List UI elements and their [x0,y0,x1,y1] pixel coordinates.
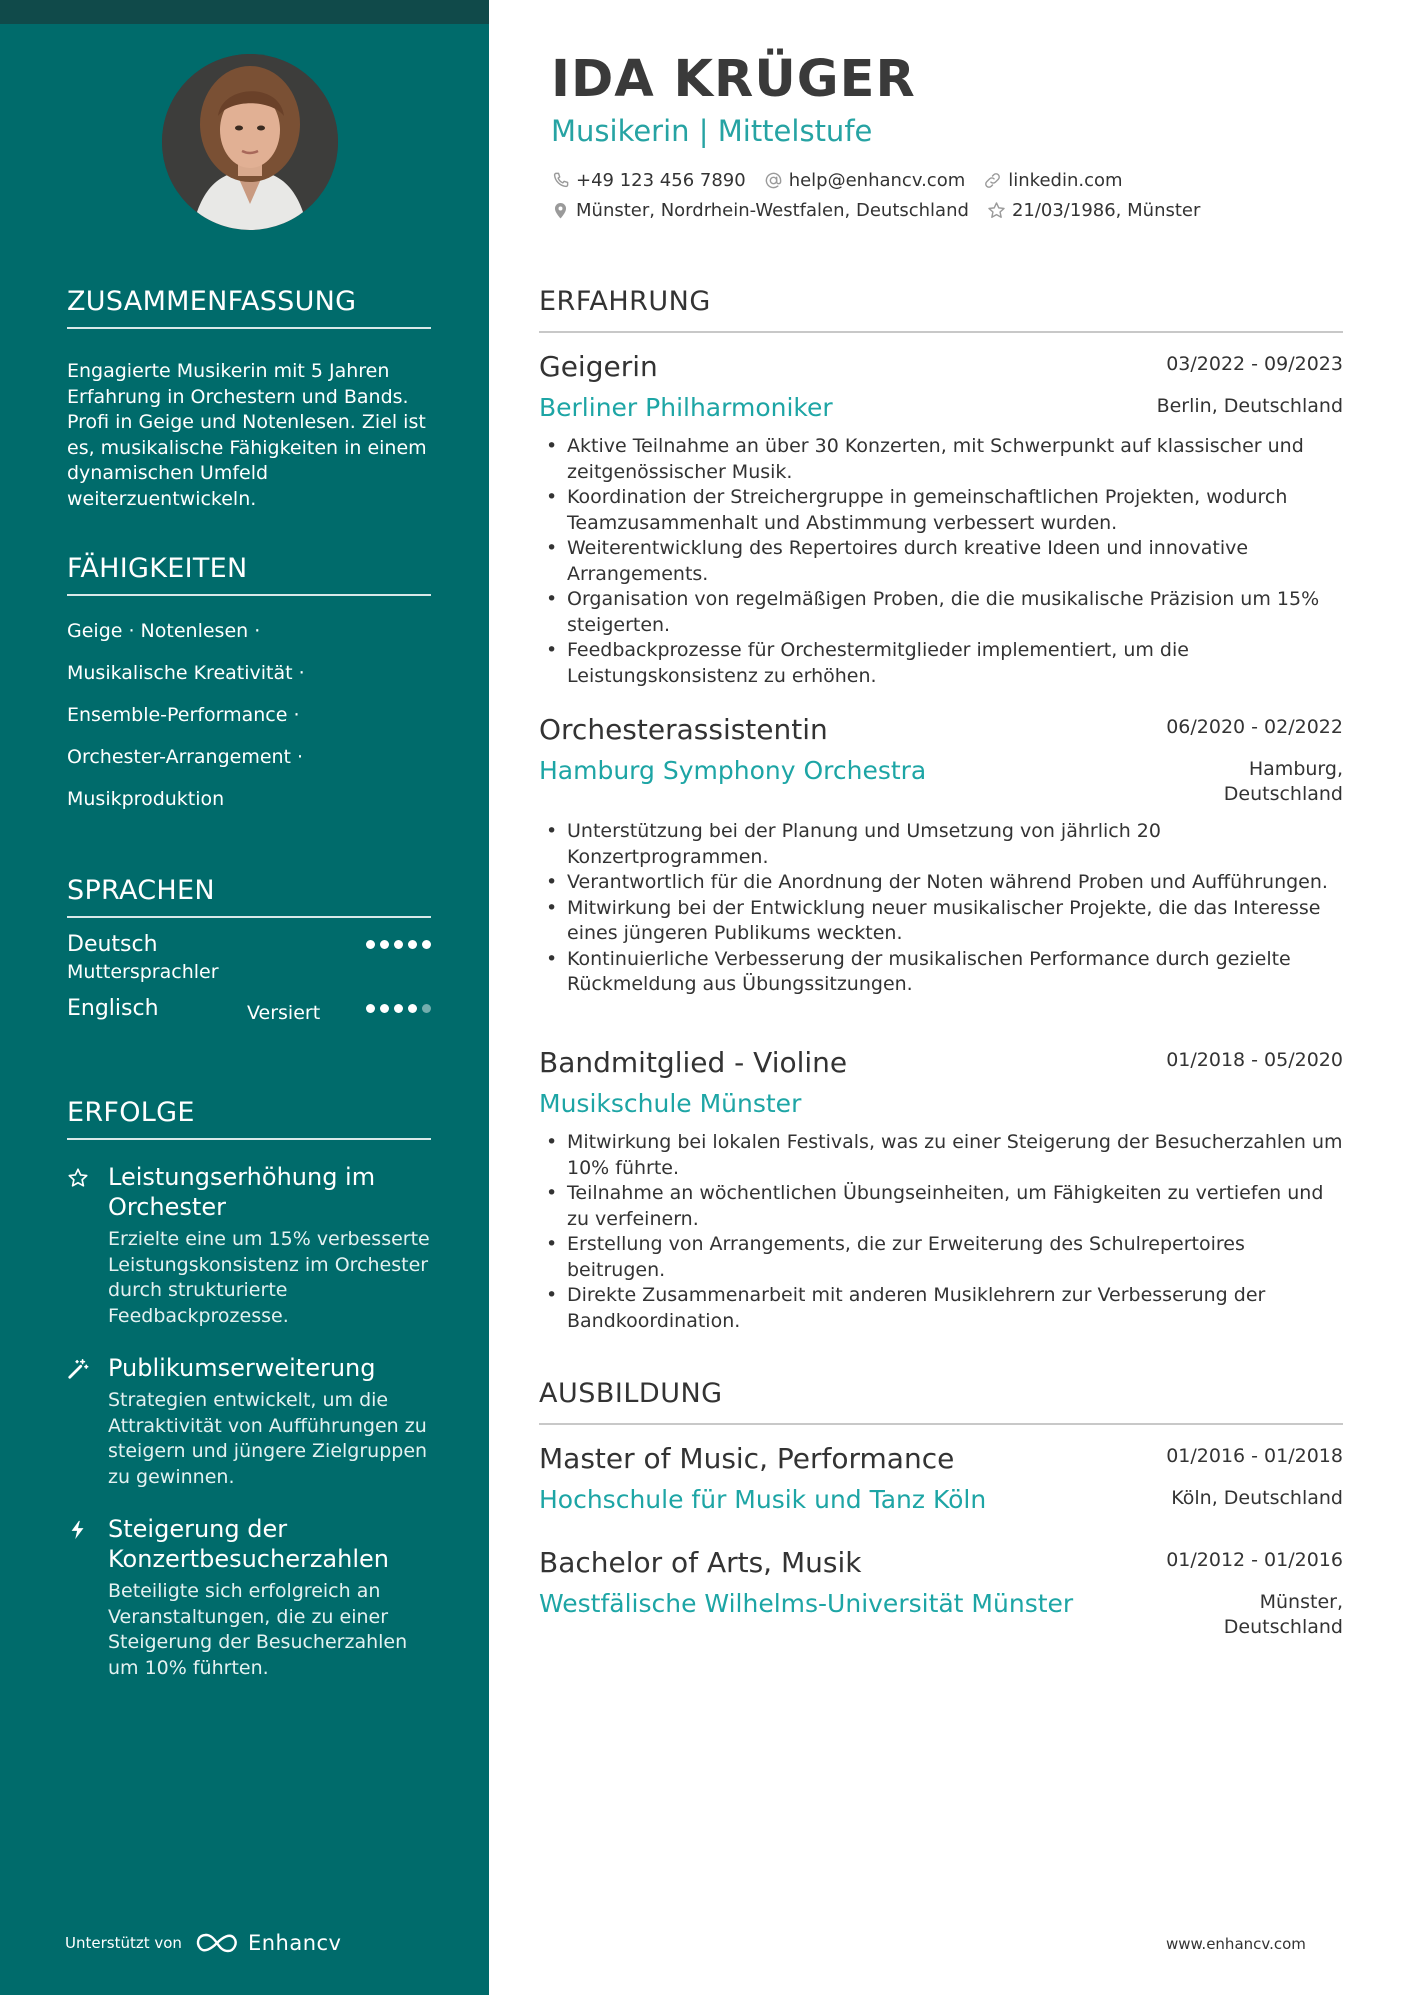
skill-item: Musikalische Kreativität · [67,662,305,684]
summary-heading: ZUSAMMENFASSUNG [67,286,431,329]
language-level-dots [366,1004,431,1013]
job-location-line: Hamburg, [1248,758,1343,780]
level-dot [380,1004,389,1013]
email-text: help@enhancv.com [788,170,966,191]
language-name: Deutsch [67,932,158,957]
birth-text: 21/03/1986, Münster [1011,200,1201,221]
achievement-item [67,1353,431,1490]
company-name: Musikschule Münster [539,1089,802,1118]
achievements-section [67,1097,431,1681]
language-item [67,996,431,1052]
level-dot [394,1004,403,1013]
language-proficiency: Versiert [247,1002,321,1024]
achievement-title: Leistungserhöhung im Orchester [108,1163,376,1221]
achievement-desc: Beteiligte sich erfolgreich an Veranstaltungen, die zu einer Steigerung der Besucherzahlen um 10% führten. [108,1580,408,1679]
experience-heading: ERFAHRUNG [539,286,1343,333]
achievement-item [67,1162,431,1329]
bullet-item: • Unterstützung bei der Planung und Umsetzung von jährlich 20 Konzertprogrammen. [539,819,1343,870]
link-icon [983,171,1002,190]
skill-item: Geige · Notenlesen · [67,620,261,642]
bullet-item: • Koordination der Streichergruppe in gemeinschaftlichen Projekten, wodurch Teamzusammenhalt und Abstimmung verbessert wurden. [539,485,1343,536]
education-heading: AUSBILDUNG [539,1378,1343,1425]
language-item [67,932,431,988]
language-level-dots [366,940,431,949]
school-name: Westfälische Wilhelms-Universität Münster [539,1589,1074,1618]
brand-name: Enhancv [247,1931,342,1955]
level-dot [380,940,389,949]
job-bullets [539,819,1343,998]
location-text: Münster, Nordrhein-Westfalen, Deutschland [576,200,969,221]
birth-contact [987,200,1200,221]
degree-title: Master of Music, Performance [539,1442,955,1475]
avatar [162,54,338,230]
bullet-item: • Verantwortlich für die Anordnung der Noten während Proben und Aufführungen. [539,870,1343,896]
linkedin-contact[interactable] [983,170,1122,191]
website-footer[interactable]: www.enhancv.com [1166,1935,1306,1953]
bullet-item: • Teilnahme an wöchentlichen Übungseinheiten, um Fähigkeiten zu vertiefen und zu verfeinern. [539,1181,1343,1232]
company-name: Berliner Philharmoniker [539,393,833,422]
phone-contact[interactable] [551,170,746,191]
phone-icon [551,171,570,190]
phone-text: +49 123 456 7890 [576,170,746,191]
job-bullets [539,1130,1343,1334]
level-dot [394,940,403,949]
job-date: 03/2022 - 09/2023 [1166,353,1343,375]
bullet-item: • Kontinuierliche Verbesserung der musikalischen Performance durch gezielte Rückmeldung aus Übungssitzungen. [539,947,1343,998]
level-dot [366,940,375,949]
job-location-line: Deutschland [1223,783,1343,805]
skill-item: Ensemble-Performance · [67,704,300,726]
skill-item: Orchester-Arrangement · [67,746,304,768]
job-title: Bandmitglied - Violine [539,1046,848,1079]
job-title: Geigerin [539,350,658,383]
achievement-title: Steigerung der Konzertbesucherzahlen [108,1515,389,1573]
powered-by-footer [65,1930,341,1956]
job-date: 01/2018 - 05/2020 [1166,1049,1343,1071]
email-contact[interactable] [764,170,966,191]
job-location: Berlin, Deutschland [1156,395,1343,417]
achievement-desc: Erzielte eine um 15% verbesserte Leistungskonsistenz im Orchester durch strukturierte Feedbackprozesse. [108,1228,430,1327]
company-name: Hamburg Symphony Orchestra [539,756,927,785]
experience-entry [539,713,1343,998]
job-bullets [539,434,1343,689]
languages-heading: SPRACHEN [67,875,431,918]
bullet-item: • Mitwirkung bei lokalen Festivals, was zu einer Steigerung der Besucherzahlen um 10% führte. [539,1130,1343,1181]
summary-text: Engagierte Musikerin mit 5 Jahren Erfahrung in Orchestern und Bands. Profi in Geige und Notenlesen. Ziel ist es, musikalische Fähigkeiten in einem dynamischen Umfeld weiterzuentwickeln. [67,360,427,510]
education-location: Köln, Deutschland [1171,1487,1343,1509]
powered-by-label: Unterstützt von [65,1934,182,1952]
skills-heading: FÄHIGKEITEN [67,553,431,596]
bullet-item: • Feedbackprozesse für Orchestermitglieder implementiert, um die Leistungskonsistenz zu erhöhen. [539,638,1343,689]
achievement-title: Publikumserweiterung [108,1354,376,1382]
experience-entry [539,1046,1343,1334]
education-date: 01/2016 - 01/2018 [1166,1445,1343,1467]
linkedin-text: linkedin.com [1008,170,1123,191]
summary-section [67,286,431,512]
enhancv-logo[interactable] [194,1930,342,1956]
star-icon [67,1167,89,1189]
job-date: 06/2020 - 02/2022 [1166,716,1343,738]
contact-row [551,200,1200,221]
lightning-icon [67,1519,89,1541]
star-outline-icon [987,201,1006,220]
education-location-line: Münster, [1259,1591,1343,1613]
achievement-desc: Strategien entwickelt, um die Attraktivität von Aufführungen zu steigern und jüngere Zielgruppen zu gewinnen. [108,1389,428,1488]
skills-section [67,553,431,820]
sidebar [0,0,489,1995]
skills-list [67,610,431,820]
bullet-item: • Mitwirkung bei der Entwicklung neuer musikalischer Projekte, die das Interesse eines jüngeren Publikums weckten. [539,896,1343,947]
level-dot [408,940,417,949]
bullet-item: • Aktive Teilnahme an über 30 Konzerten, mit Schwerpunkt auf klassischer und zeitgenössischer Musik. [539,434,1343,485]
school-name: Hochschule für Musik und Tanz Köln [539,1485,987,1514]
skill-item: Musikproduktion [67,788,225,810]
achievements-heading: ERFOLGE [67,1097,431,1140]
bullet-item: • Weiterentwicklung des Repertoires durch kreative Ideen und innovative Arrangements. [539,536,1343,587]
degree-title: Bachelor of Arts, Musik [539,1546,862,1579]
contact-row [551,170,1123,191]
candidate-name: IDA KRÜGER [551,50,916,109]
education-entry [539,1442,1343,1522]
education-location [1224,1590,1343,1640]
magic-wand-icon [67,1358,89,1380]
bullet-item: • Erstellung von Arrangements, die zur Erweiterung des Schulrepertoires beitrugen. [539,1232,1343,1283]
education-location-line: Deutschland [1223,1616,1343,1638]
education-entry [539,1546,1343,1648]
job-title: Orchesterassistentin [539,713,828,746]
level-dot [408,1004,417,1013]
candidate-role: Musikerin | Mittelstufe [551,114,873,148]
sidebar-top-bar [0,0,489,24]
language-proficiency: Muttersprachler [67,961,219,983]
location-contact [551,200,969,221]
level-dot [366,1004,375,1013]
job-location [1224,757,1343,807]
achievement-item [67,1514,431,1681]
at-icon [764,171,783,190]
education-date: 01/2012 - 01/2016 [1166,1549,1343,1571]
languages-section [67,875,431,1052]
level-dot [422,1004,431,1013]
experience-entry [539,350,1343,689]
location-pin-icon [551,201,570,220]
bullet-item: • Organisation von regelmäßigen Proben, die die musikalische Präzision um 15% steigerten. [539,587,1343,638]
bullet-item: • Direkte Zusammenarbeit mit anderen Musiklehrern zur Verbesserung der Bandkoordination. [539,1283,1343,1334]
level-dot [422,940,431,949]
infinity-logo-icon [194,1930,240,1956]
language-name: Englisch [67,996,159,1021]
